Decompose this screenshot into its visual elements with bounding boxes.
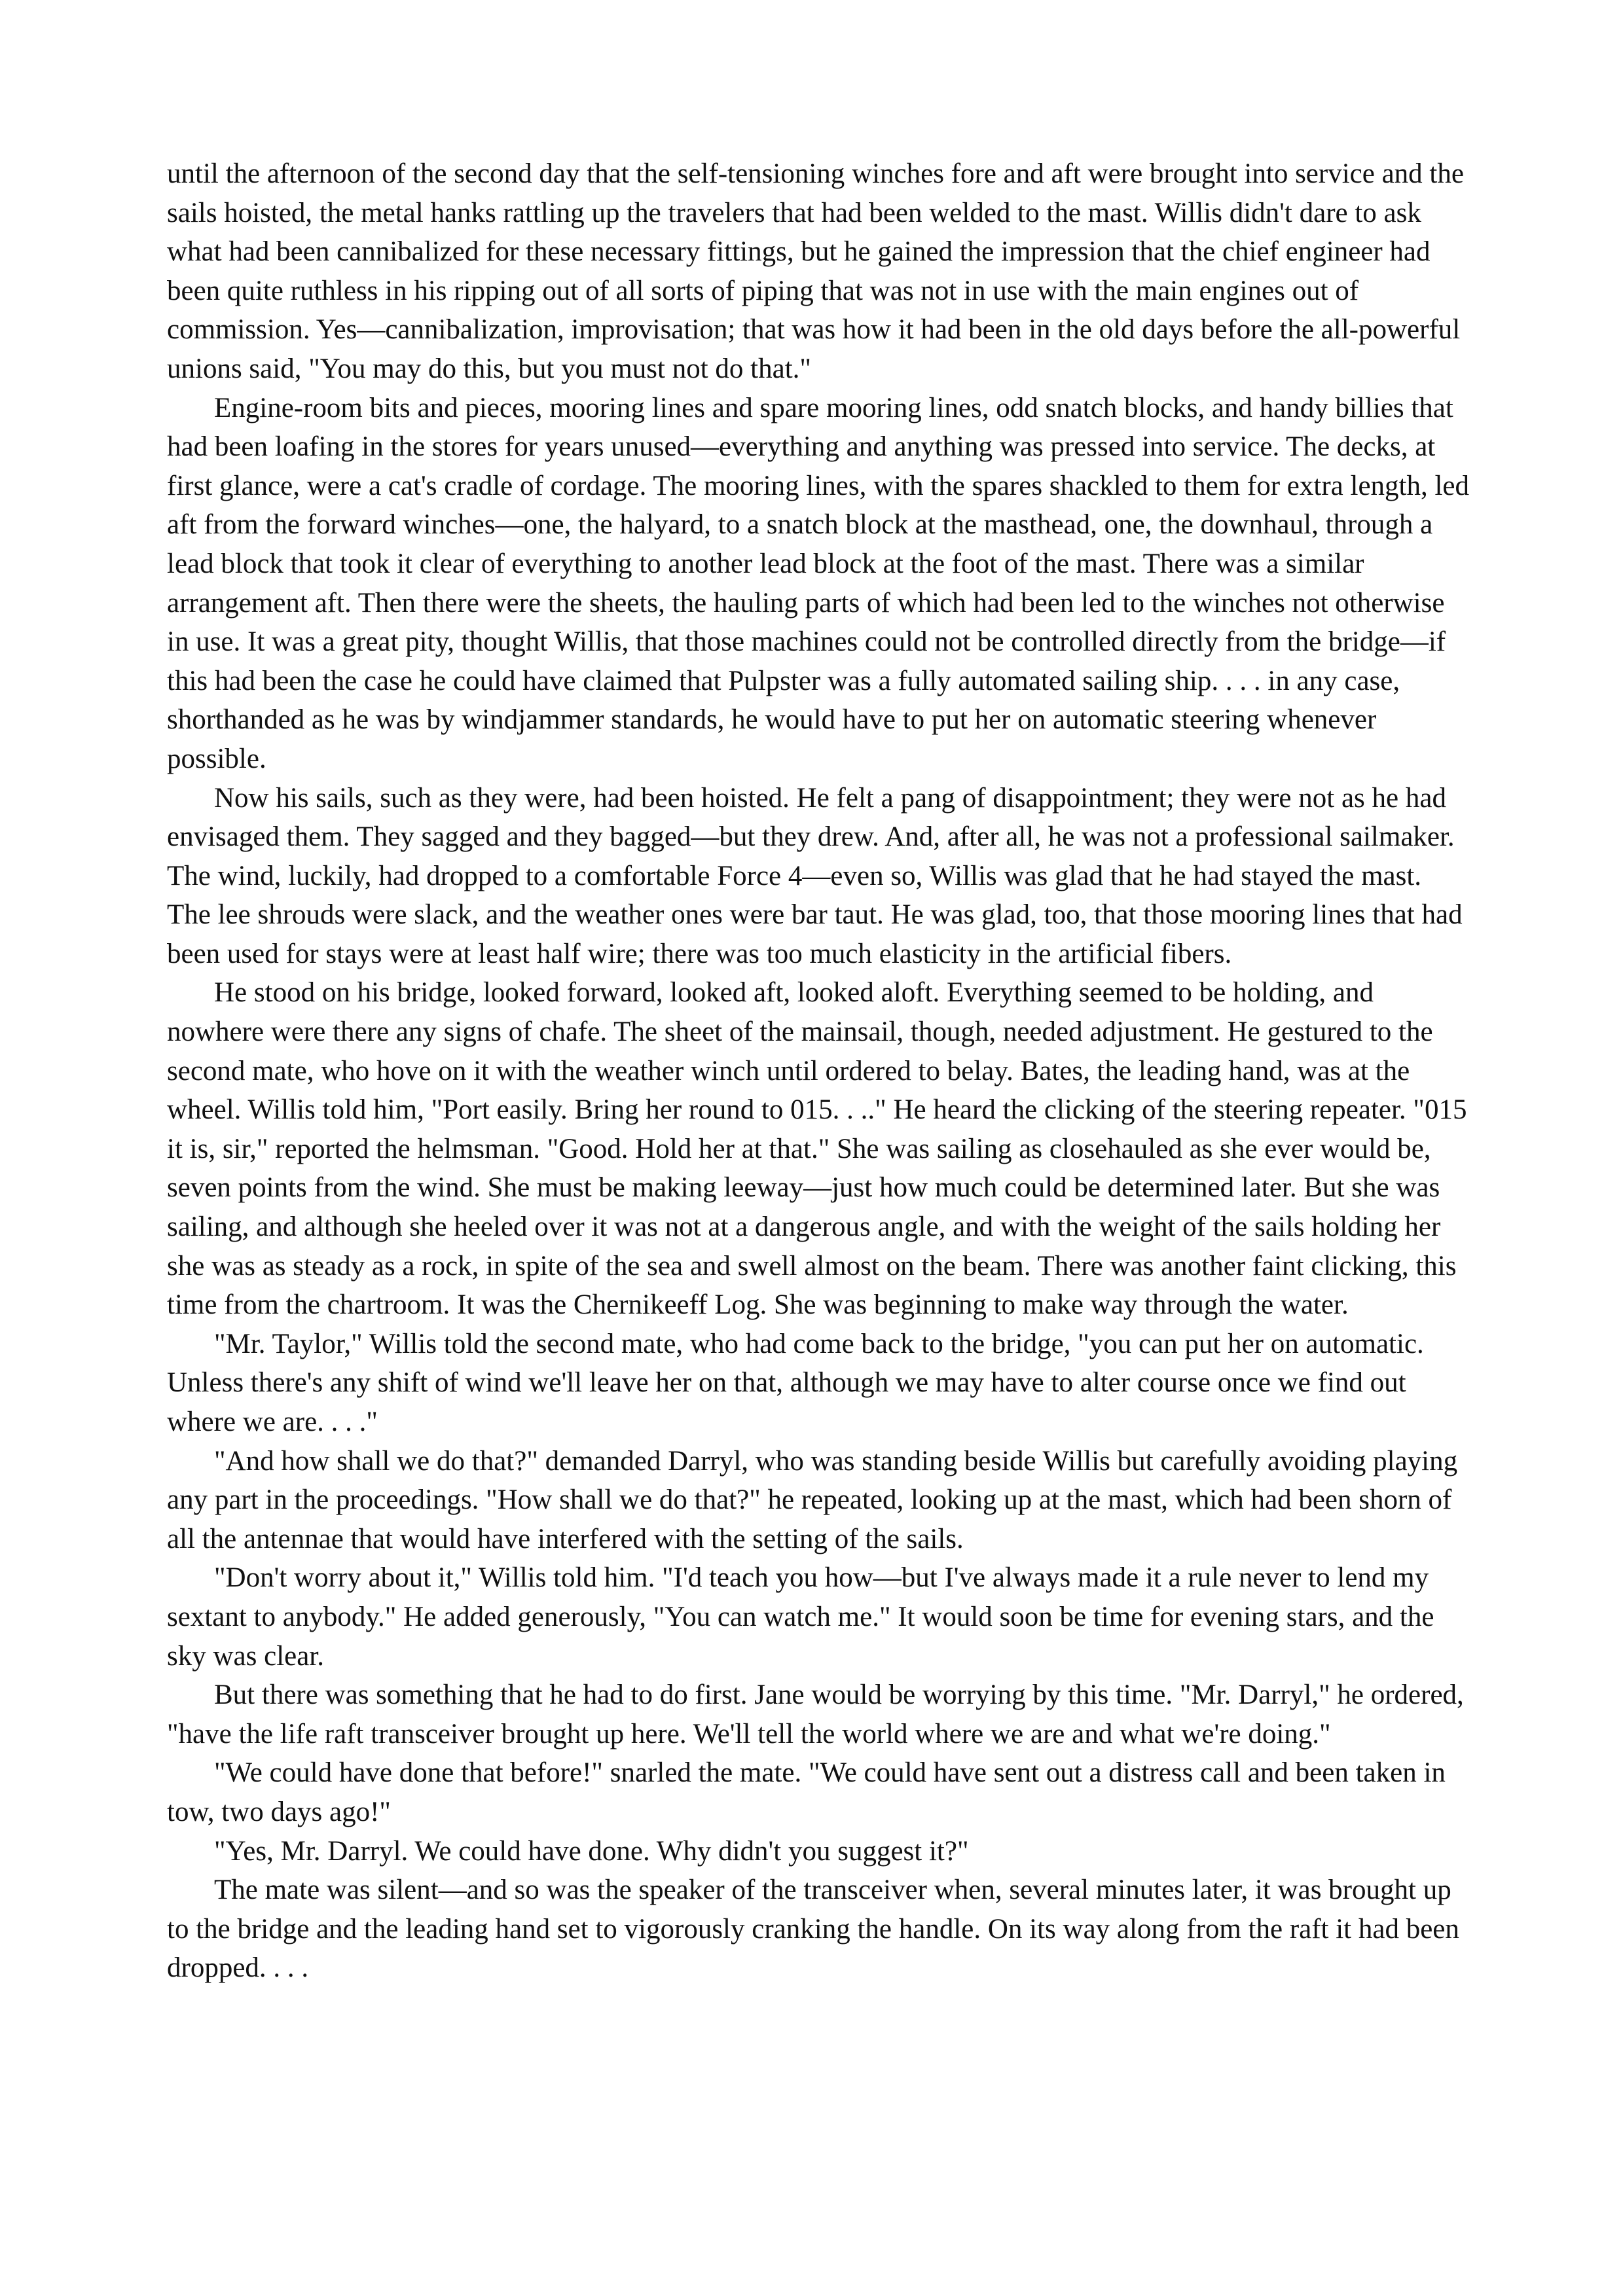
document-page bbox=[167, 154, 1470, 1988]
paragraph-11: The mate was silent—and so was the speaker of the transceiver when, several minutes later, it was brought up to the bridge and the leading hand set to vigorously cranking the handle. On its way along from the raft it had been dropped. . . . bbox=[167, 1874, 1459, 1984]
paragraph-8: But there was something that he had to do first. Jane would be worrying by this time. "Mr. Darryl," he ordered, "have the life raft transceiver brought up here. We'll tell the world where we are and what we're doing." bbox=[167, 1679, 1464, 1749]
paragraph-7: "Don't worry about it," Willis told him. "I'd teach you how—but I've always made it a rule never to lend my sextant to anybody." He added generously, "You can watch me." It would soon be time for evening stars, and the sky was clear. bbox=[167, 1562, 1434, 1672]
paragraph-6: "And how shall we do that?" demanded Darryl, who was standing beside Willis but carefully avoiding playing any part in the proceedings. "How shall we do that?" he repeated, looking up at the mast, which had been shorn of all the antennae that would have interfered with the setting of the sails. bbox=[167, 1445, 1458, 1554]
paragraph-3: Now his sails, such as they were, had been hoisted. He felt a pang of disappointment; they were not as he had envisaged them. They sagged and they bagged—but they drew. And, after all, he was not a professional sailmaker. The wind, luckily, had dropped to a comfortable Force 4—even so, Willis was glad that he had stayed the mast. The lee shrouds were slack, and the weather ones were bar taut. He was glad, too, that those mooring lines that had been used for stays were at least half wire; there was too much elasticity in the artificial fibers. bbox=[167, 782, 1463, 969]
paragraph-5: "Mr. Taylor," Willis told the second mate, who had come back to the bridge, "you can put her on automatic. Unless there's any shift of wind we'll leave her on that, although we may have to alter course once we find out where we are. . . ." bbox=[167, 1328, 1424, 1437]
paragraph-2: Engine-room bits and pieces, mooring lines and spare mooring lines, odd snatch blocks, and handy billies that had been loafing in the stores for years unused—everything and anything was pressed into service. The decks, at first glance, were a cat's cradle of cordage. The mooring lines, with the spares shackled to them for extra length, led aft from the forward winches—one, the halyard, to a snatch block at the masthead, one, the downhaul, through a lead block that took it clear of everything to another lead block at the foot of the mast. There was a similar arrangement aft. Then there were the sheets, the hauling parts of which had been led to the winches not otherwise in use. It was a great pity, thought Willis, that those machines could not be controlled directly from the bridge—if this had been the case he could have claimed that Pulpster was a fully automated sailing ship. . . . in any case, shorthanded as he was by windjammer standards, he would have to put her on automatic steering whenever possible. bbox=[167, 392, 1470, 774]
paragraph-10: "Yes, Mr. Darryl. We could have done. Why didn't you suggest it?" bbox=[214, 1835, 969, 1867]
paragraph-9: "We could have done that before!" snarled the mate. "We could have sent out a distress call and been taken in tow, two days ago!" bbox=[167, 1757, 1446, 1827]
paragraph-1: until the afternoon of the second day that the self-tensioning winches fore and aft were brought into service and the sails hoisted, the metal hanks rattling up the travelers that had been welded to the mast. Willis didn't dare to ask what had been cannibalized for these necessary fittings, but he gained the impression that the chief engineer had been quite ruthless in his ripping out of all sorts of piping that was not in use with the main engines out of commission. Yes—cannibalization, improvisation; that was how it had been in the old days before the all-powerful unions said, "You may do this, but you must not do that." bbox=[167, 158, 1464, 384]
paragraph-4: He stood on his bridge, looked forward, looked aft, looked aloft. Everything seemed to be holding, and nowhere were there any signs of chafe. The sheet of the mainsail, though, needed adjustment. He gestured to the second mate, who hove on it with the weather winch until ordered to belay. Bates, the leading hand, was at the wheel. Willis told him, "Port easily. Bring her round to 015. . .." He heard the clicking of the steering repeater. "015 it is, sir," reported the helmsman. "Good. Hold her at that." She was sailing as closehauled as she ever would be, seven points from the wind. She must be making leeway—just how much could be determined later. But she was sailing, and although she heeled over it was not at a dangerous angle, and with the weight of the sails holding her she was as steady as a rock, in spite of the sea and swell almost on the beam. There was another faint clicking, this time from the chartroom. It was the Chernikeeff Log. She was beginning to make way through the water. bbox=[167, 977, 1467, 1321]
